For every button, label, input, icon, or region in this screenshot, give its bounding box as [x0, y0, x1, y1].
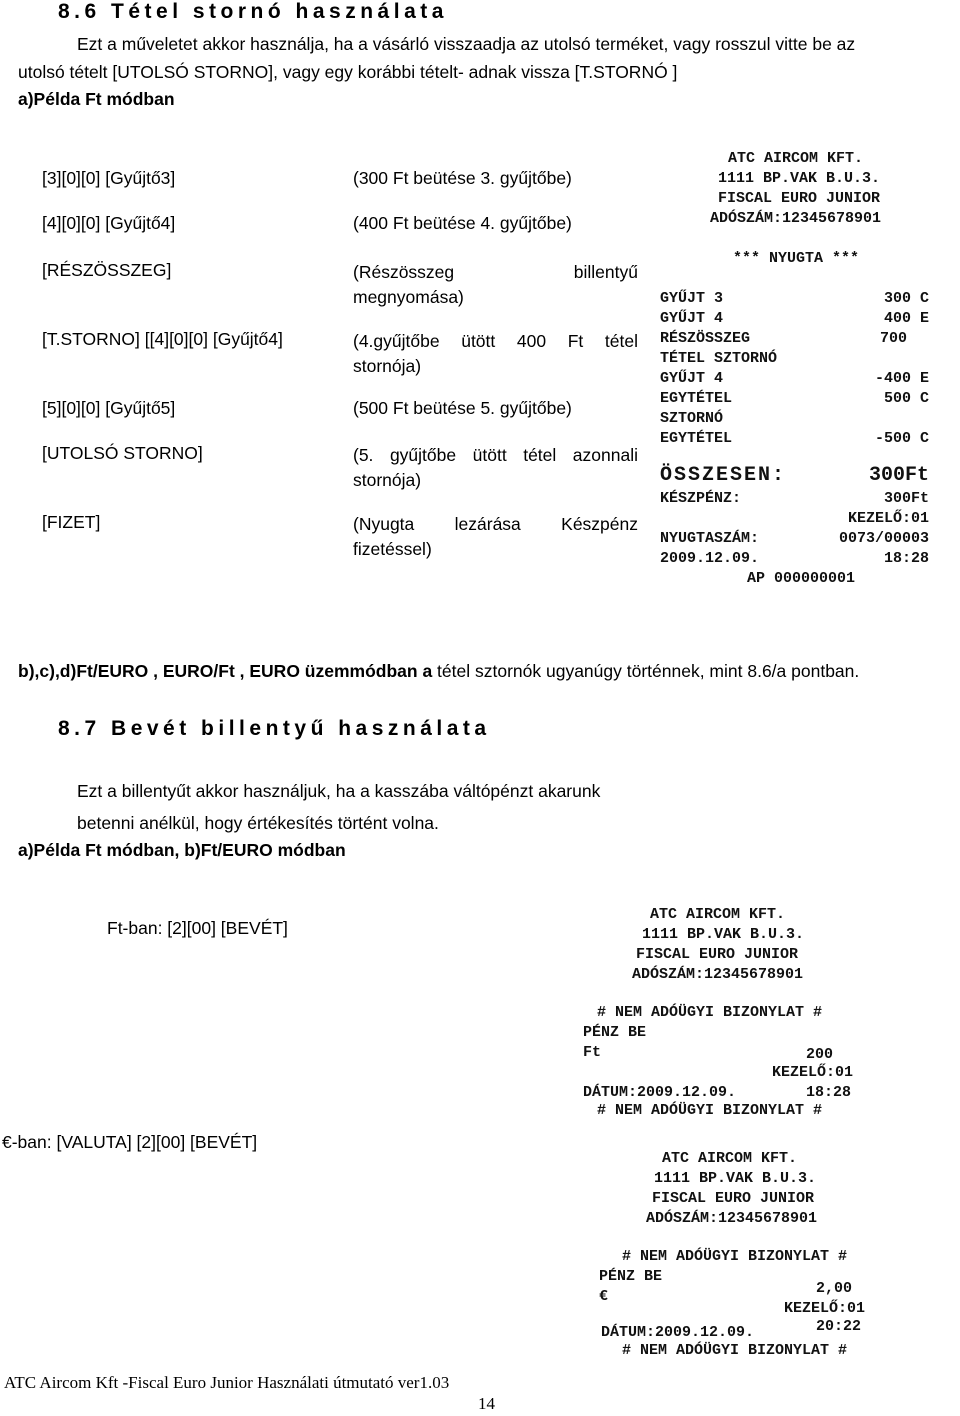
- receipt-header-line: ATC AIRCOM KFT.: [650, 906, 786, 923]
- step-key: [UTOLSÓ STORNO]: [42, 443, 203, 463]
- step-desc: (Nyugta lezárása Készpénz fizetéssel): [353, 514, 638, 559]
- receipt-header-line: ATC AIRCOM KFT.: [728, 150, 864, 167]
- example-label: a)Példa Ft módban, b)Ft/EURO módban: [18, 840, 346, 860]
- step-desc: (Részösszeg billentyű megnyomása): [353, 262, 638, 307]
- step-desc: (300 Ft beütése 3. gyűjtőbe): [353, 168, 572, 188]
- section-note-rest: tétel sztornók ugyanúgy történnek, mint 8.6/a pontban.: [432, 661, 860, 681]
- receipt-header-line: FISCAL EURO JUNIOR: [652, 1190, 815, 1207]
- step-key: [RÉSZÖSSZEG]: [42, 260, 172, 280]
- receipt-item-value: 300 C: [883, 290, 929, 307]
- receipt-nonfiscal: # NEM ADÓÜGYI BIZONYLAT #: [597, 1004, 823, 1021]
- section-note: [18, 661, 859, 682]
- receipt-currency: €: [599, 1288, 609, 1305]
- receipt-amount: 2,00: [816, 1280, 853, 1297]
- receipt-title: *** NYUGTA ***: [733, 250, 860, 267]
- intro-line-2: utolsó tételt [UTOLSÓ STORNO], vagy egy korábbi tételt- adnak vissza [T.STORNÓ ]: [18, 62, 678, 82]
- example-label: a)Példa Ft módban: [18, 89, 175, 109]
- receipt-nyugta: [655, 150, 935, 590]
- eur-key-sequence: €-ban: [VALUTA] [2][00] [BEVÉT]: [2, 1132, 258, 1152]
- receipt-item-label: RÉSZÖSSZEG: [660, 330, 751, 347]
- step-key: [4][0][0] [Gyűjtő4]: [42, 213, 176, 233]
- receipt-date: 2009.12.09.: [660, 550, 760, 567]
- receipt-penz-be: PÉNZ BE: [599, 1268, 663, 1285]
- receipt-header-line: ATC AIRCOM KFT.: [662, 1150, 798, 1167]
- receipt-item-label: GYŰJT 4: [660, 370, 724, 387]
- section-heading-8-6: 8.6 Tétel stornó használata: [58, 0, 448, 23]
- receipt-amount: 200: [806, 1046, 834, 1063]
- step-key: [FIZET]: [42, 512, 101, 532]
- step-desc: (4.gyűjtőbe ütött 400 Ft tétel stornója): [353, 331, 638, 376]
- receipt-header-line: ADÓSZÁM:12345678901: [646, 1210, 818, 1227]
- receipt-item-label: EGYTÉTEL: [660, 430, 733, 447]
- receipt-item-label: SZTORNÓ: [660, 410, 724, 427]
- receipt-cash-label: KÉSZPÉNZ:: [660, 490, 742, 507]
- receipt-cash-value: 300Ft: [883, 490, 929, 507]
- receipt-currency: Ft: [583, 1044, 602, 1061]
- receipt-item-label: GYŰJT 4: [660, 310, 724, 327]
- receipt-time: 18:28: [806, 1084, 852, 1101]
- receipt-total-value: 300Ft: [868, 464, 929, 487]
- receipt-header-line: 1111 BP.VAK B.U.3.: [642, 926, 805, 943]
- receipt-ap-number: AP 000000001: [747, 570, 856, 587]
- receipt-number: 0073/00003: [838, 530, 929, 547]
- page-number: 14: [478, 1394, 495, 1413]
- receipt-total-label: ÖSSZESEN:: [660, 464, 787, 487]
- receipt-item-value: 400 E: [883, 310, 929, 327]
- receipt-nonfiscal-end: # NEM ADÓÜGYI BIZONYLAT #: [622, 1342, 848, 1359]
- receipt-date: DÁTUM:2009.12.09.: [601, 1324, 755, 1341]
- receipt-time: 18:28: [883, 550, 929, 567]
- receipt-item-label: EGYTÉTEL: [660, 390, 733, 407]
- section-heading-8-7: 8.7 Bevét billentyű használata: [58, 717, 491, 740]
- step-key: [5][0][0] [Gyűjtő5]: [42, 398, 176, 418]
- receipt-nonfiscal: # NEM ADÓÜGYI BIZONYLAT #: [622, 1248, 848, 1265]
- footer-text: ATC Aircom Kft -Fiscal Euro Junior Használati útmutató ver1.03: [4, 1373, 450, 1392]
- receipt-operator: KEZELŐ:01: [784, 1300, 866, 1317]
- receipt-item-label: GYŰJT 3: [660, 290, 724, 307]
- receipt-date: DÁTUM:2009.12.09.: [583, 1084, 737, 1101]
- step-key: [3][0][0] [Gyűjtő3]: [42, 168, 176, 188]
- receipt-header-line: 1111 BP.VAK B.U.3.: [654, 1170, 817, 1187]
- receipt-header-line: ADÓSZÁM:12345678901: [632, 966, 804, 983]
- receipt-time: 20:22: [816, 1318, 862, 1335]
- section-note-bold: b),c),d)Ft/EURO , EURO/Ft , EURO üzemmódban a: [18, 661, 433, 681]
- intro-line-1: Ezt a billentyűt akkor használjuk, ha a kasszába váltópénzt akarunk: [77, 781, 601, 801]
- step-desc: (5. gyűjtőbe ütött tétel azonnali stornója): [353, 445, 638, 490]
- receipt-bevet-eur: [596, 1150, 886, 1365]
- receipt-item-value: 500 C: [883, 390, 929, 407]
- receipt-header-line: ADÓSZÁM:12345678901: [710, 210, 882, 227]
- receipt-item-value: -500 C: [874, 430, 929, 447]
- receipt-nonfiscal-end: # NEM ADÓÜGYI BIZONYLAT #: [597, 1102, 823, 1119]
- receipt-item-label: TÉTEL SZTORNÓ: [660, 350, 778, 367]
- step-desc: (500 Ft beütése 5. gyűjtőbe): [353, 398, 572, 418]
- receipt-header-line: FISCAL EURO JUNIOR: [718, 190, 881, 207]
- intro-line-1: Ezt a műveletet akkor használja, ha a vásárló visszaadja az utolsó terméket, vagy rosszul vitte be az: [77, 34, 856, 54]
- receipt-penz-be: PÉNZ BE: [583, 1024, 647, 1041]
- step-key: [T.STORNO] [[4][0][0] [Gyűjtő4]: [42, 329, 283, 349]
- receipt-item-value: -400 E: [874, 370, 929, 387]
- receipt-operator: KEZELŐ:01: [847, 510, 929, 527]
- receipt-item-value: 700: [879, 330, 907, 347]
- step-desc: (400 Ft beütése 4. gyűjtőbe): [353, 213, 572, 233]
- intro-line-2: betenni anélkül, hogy értékesítés történt volna.: [77, 813, 439, 833]
- receipt-number-label: NYUGTASZÁM:: [660, 530, 760, 547]
- ft-key-sequence: Ft-ban: [2][00] [BEVÉT]: [107, 918, 288, 938]
- receipt-bevet-ft: [580, 906, 870, 1121]
- receipt-header-line: 1111 BP.VAK B.U.3.: [718, 170, 881, 187]
- receipt-operator: KEZELŐ:01: [772, 1064, 854, 1081]
- receipt-header-line: FISCAL EURO JUNIOR: [636, 946, 799, 963]
